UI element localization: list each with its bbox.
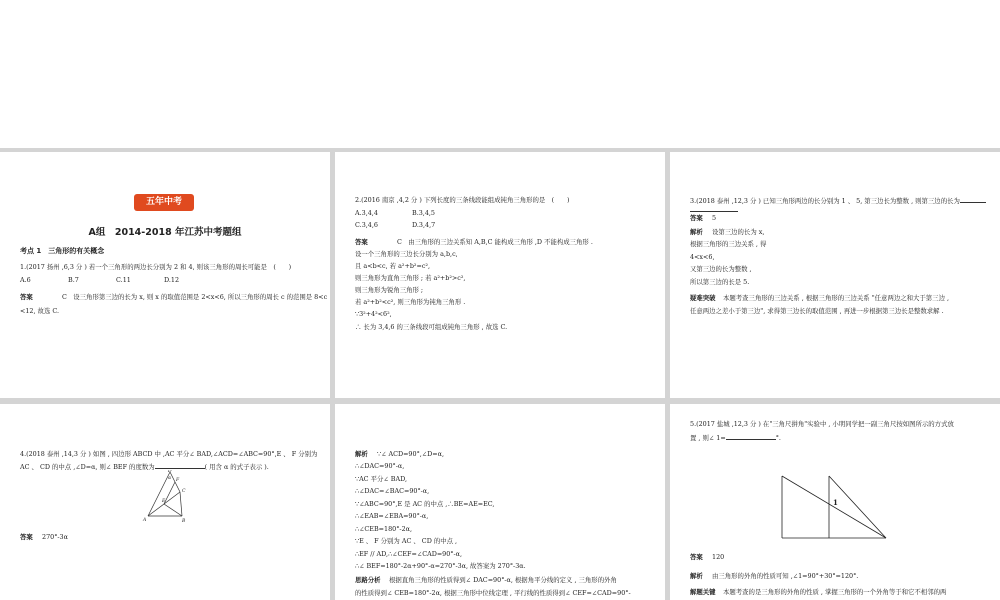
approach-line-1: 根据直角三角形的性质得到∠ DAC=90°-α, 根据角平分线的定义 , 三角形的外角 [389,576,617,584]
question-3 [690,196,986,205]
answer-5: 120 [712,553,725,561]
label-f: F [176,478,180,483]
option-c: C.11 [116,276,131,284]
angle-1-label: 1 [833,498,838,507]
analysis-line-2: ∴∠DAC=90°-α, [355,462,405,470]
analysis-line-3: ∵AC 平分∠ BAD, [355,475,408,483]
option-d: D.12 [164,276,180,284]
option-d: D.3,4,7 [412,221,436,229]
key-label: 解题关键 [690,588,716,596]
analysis-line-5: ∵∠ABC=90°,E 是 AC 的中点 ,∴BE=AE=EC, [355,500,495,508]
slide-3 [670,152,1000,398]
breakthrough-label: 疑难突破 [690,294,716,302]
analysis-text: 由三角形的外角的性质可知 ,∠1=90°+30°=120°. [712,572,859,580]
analysis-line-3: 4<x<6, [690,253,715,261]
answer-2-line-2: 设一个三角形的三边长分别为 a,b,c, [355,250,458,258]
answer-2-line-4: 则三角形为直角三角形 ; 若 a²+b²>c², [355,274,466,282]
question-1: 1.(2017 扬州 ,6,3 分 ) 若一个三角形的两边长分别为 2 和 4, 则该三角形的周长可能是 ( ) [20,263,292,271]
analysis-line-2: 根据三角形的三边关系 , 得 [690,240,767,248]
answer-2-line-8: ∴ 长为 3,4,6 的三条线段可组成钝角三角形 , 故选 C. [355,323,508,331]
option-b: B.3,4,5 [412,209,435,217]
answer-2-line-6: 若 a²+b²<c², 则三角形为钝角三角形 . [355,298,466,306]
breakthrough-line-2: 任意两边之差小于第三边", 求得第三边长的取值范围 , 再进一步根据第三边长是整数求解 . [690,307,944,315]
answer-2-line-1: C 由三角形的三边关系知 A,B,C 能构成三角形 ,D 不能构成三角形 . [397,238,593,246]
analysis-line-8: ∵E 、 F 分别为 AC 、 CD 的中点 , [355,537,458,545]
quadrilateral-figure [138,470,198,524]
question-5-text: 置 , 则∠ 1= [690,434,726,442]
answer-label: 答案 [690,214,703,222]
label-b: B [182,519,186,524]
slide-4 [0,404,330,600]
group-title: A组 2014-2018 年江苏中考题组 [88,227,242,238]
slide-1 [0,152,330,398]
answer-blank [155,462,205,469]
label-a: A [143,518,147,523]
answer-label: 答案 [355,238,368,246]
label-alpha: α [168,476,172,481]
question-5-line-1: 5.(2017 盐城 ,12,3 分 ) 在"三角尺拼角"实验中 , 小明同学把一副三角尺按如图所示的方式放 [690,420,954,428]
analysis-line-10: ∴∠ BEF=180°-2α+90°-α=270°-3α, 故答案为 270°-3α. [355,562,526,570]
answer-label: 答案 [20,533,33,541]
answer-label: 答案 [20,293,33,301]
analysis-line-5: 所以第三边的长是 5. [690,278,750,286]
option-a: A.3,4,4 [355,209,378,217]
section-badge: 五年中考 [134,194,194,211]
question-5-tail: °. [775,434,781,442]
top-blank-slide [0,0,1000,148]
answer-blank-continued [690,211,738,212]
set-squares-figure [778,474,890,542]
approach-label: 思路分析 [355,576,381,584]
breakthrough-line-1: 本题考查三角形的三边关系 , 根据三角形的三边关系 "任意两边之和大于第三边 , [723,294,950,302]
option-a: A.6 [20,276,31,284]
analysis-line-9: ∴EF // AD,∴∠CEF=∠CAD=90°-α, [355,550,463,558]
analysis-line-6: ∴∠EAB=∠EBA=90°-α, [355,512,429,520]
answer-label: 答案 [690,553,703,561]
question-4-line-1: 4.(2018 泰州 ,14,3 分 ) 如图 , 四边形 ABCD 中 ,AC 平分∠ BAD,∠ACD=∠ABC=90°,E 、 F 分别为 [20,450,318,458]
slide-6 [670,404,1000,600]
option-b: B.7 [68,276,79,284]
answer-blank [960,196,986,203]
label-c: C [182,489,186,494]
analysis-label: 解析 [355,450,368,458]
analysis-line-1: ∵∠ ACD=90°,∠D=α, [377,450,444,458]
approach-line-2: 的性质得到∠ CEB=180°-2α, 根据三角形中位线定理 , 平行线的性质得到∠ CEF=∠CAD=90°- [355,589,631,597]
question-4-text: AC 、 CD 的中点 ,∠D=α, 则∠ BEF 的度数为 [20,463,155,471]
label-d: D [168,470,172,474]
answer-2-line-7: ∵3²+4²<6², [355,310,392,318]
label-e: E [162,499,166,504]
analysis-line-7: ∴∠CEB=180°-2α, [355,525,412,533]
answer-2-line-3: 且 a<b<c, 若 a²+b²=c², [355,262,431,270]
answer-3: 5 [712,214,717,222]
answer-1-line-1: C 设三角形第三边的长为 x, 则 x 的取值范围是 2<x<6, 所以三角形的周长 c 的范围是 8<c [62,293,328,301]
analysis-line-4: 又第三边的长为整数 , [690,265,752,273]
question-5-line-2 [690,433,781,442]
answer-4: 270°-3α [42,533,68,541]
analysis-label: 解析 [690,228,703,236]
option-c: C.3,4,6 [355,221,378,229]
topic-heading: 考点 1 三角形的有关概念 [20,247,105,255]
question-4-tail: ( 用含 α 的式子表示 ). [204,463,269,471]
answer-blank [726,433,776,440]
analysis-line-1: 设第三边的长为 x, [712,228,765,236]
analysis-line-4: ∴∠DAC=∠BAC=90°-α, [355,487,430,495]
slide-5 [335,404,665,600]
answer-2-line-5: 则三角形为锐角三角形 ; [355,286,424,294]
key-text: 本题考查的是三角形的外角的性质 , 掌握三角形的一个外角等于和它不相邻的两 [723,588,947,596]
analysis-label: 解析 [690,572,703,580]
question-3-text: 3.(2018 泰州 ,12,3 分 ) 已知三角形两边的长分别为 1 、 5, 第三边长为整数 , 则第三边的长为 [690,197,960,205]
slide-2 [335,152,665,398]
answer-1-line-2: <12, 故选 C. [20,307,60,315]
question-2: 2.(2016 南京 ,4,2 分 ) 下列长度的三条线段能组成钝角三角形的是 ( ) [355,196,570,204]
